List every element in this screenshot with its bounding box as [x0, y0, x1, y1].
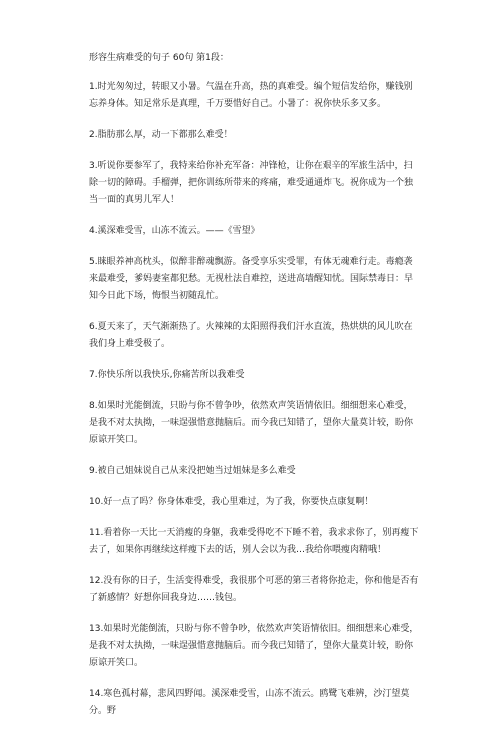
document-body: [89, 51, 421, 734]
paragraph-8: 8.如果时光能倒流，只盼与你不曾争吵，依然欢声笑语情依旧。细细想来心难受，是我不对太执拗，一味逞强惜意抛脑后。而今我已知错了，望你大量莫计较，盼你原谅开笑口。: [89, 401, 414, 445]
paragraph-2: 2.脂肪那么厚，动一下都那么难受！: [89, 130, 233, 140]
paragraph-12: 12.没有你的日子，生活变得难受，我很那个可恶的第三者将你抢走，你和他是否有了新感情？好想你回我身边……钱包。: [89, 576, 419, 603]
paragraph-6: 6.夏天来了，天气渐渐热了。火辣辣的太阳照得我们汗水直流，热烘烘的风儿吹在我们身上难受极了。: [89, 322, 413, 349]
paragraph-3: 3.听说你要参军了，我特来给你补充军备：冲锋枪，让你在艰辛的军旅生活中，扫除一切的障碍。手榴弹，把你训练所带来的疼痛，难受通通炸飞。祝你成为一个独当一面的真男儿军人！: [89, 161, 414, 205]
paragraph-11: 11.看着你一天比一天消瘦的身躯，我难受得吃不下睡不着，我求求你了，别再瘦下去了，如果你再继续这样瘦下去的话，别人会以为我…我给你喂瘦肉精哦！: [89, 528, 419, 555]
paragraph-7: 7.你快乐所以我快乐,你痛苦所以我难受: [89, 370, 245, 380]
paragraph-1: 1.时光匆匆过，转眼又小暑。气温在升高，热的真难受。编个短信发给你，赚钱别忘养身体。知足常乐是真理，千万要惜好自己。小暑了：祝你快乐多又多。: [89, 82, 413, 109]
paragraph-4: 4.溪深难受雪，山冻不流云。——《雪望》: [89, 226, 260, 236]
document-title: 形容生病难受的句子 60句 第1段：: [89, 53, 229, 63]
paragraph-14: 14.寒色孤村幕，悲风四野闻。溪深难受雪，山冻不流云。鸥鹭飞难辨，沙汀望莫分。野: [89, 689, 410, 716]
paragraph-5: 5.睐眼养神高枕头，似醉非醉魂飘游。备受享乐实受罪，有体无魂难行走。毒瘾袭来最难受，爹妈妻室都犯愁。无视杜法自难控，送进高墙醒知忧。国际禁毒日：早知今日此下场，悔恨当初随乱忙。: [89, 257, 414, 301]
paragraph-9: 9.被自己姐妹说自己从来没把她当过姐妹是多么难受: [89, 466, 296, 476]
paragraph-10: 10.好一点了吗？你身体难受，我心里难过，为了我，你要快点康复啊！: [89, 497, 374, 507]
paragraph-13: 13.如果时光能倒流，只盼与你不曾争吵，依然欢声笑语情依旧。细细想来心难受，是我不对太执拗，一味逞强惜意抛脑后。而今我已知错了，望你大量莫计较，盼你原谅开笑口。: [89, 624, 419, 668]
